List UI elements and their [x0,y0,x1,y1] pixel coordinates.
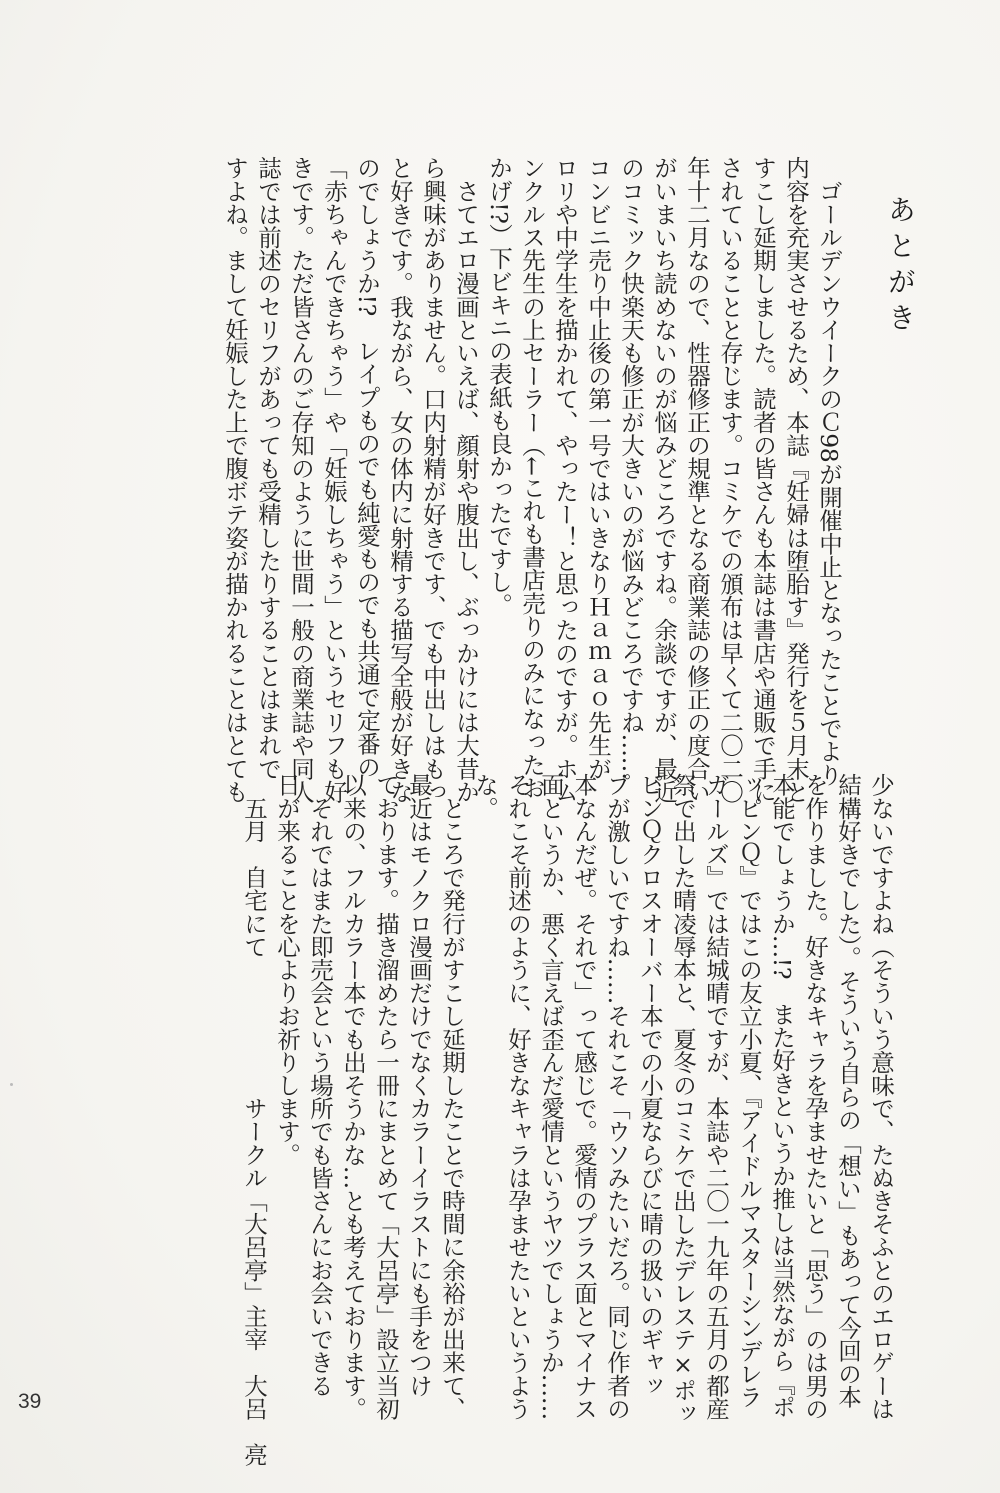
paper-speck [10,1083,13,1086]
page-number: 39 [18,1390,42,1413]
afterword-upper-text: ゴールデンウイークのＣ98が開催中止となったことでより 内容を充実させるため、本誌『妊婦は堕胎す』発行を５月末と すこし延期しました。読者の皆さんも本誌は書店や通販で手に されていることと存じます。コミケでの頒布は早くて二〇二〇 年十二月なので、性器修正の規準となる商業誌の修正の度合い がいまいち読めないのが悩みどころですね。余談ですが、最近 のコミック快楽天も修正が大きいのが悩みどころですね…… コンビニ売り中止後の第一号ではいきなりＨａｍａｏ先生が ロリや中学生を描かれて、やったー！と思ったのですが。ホム ンクルス先生の上セーラー（←これも書店売りのみになったお かげ!?）下ビキニの表紙も良かったですし。 さてエロ漫画といえば、顔射や腹出し、ぶっかけには大昔か ら興味がありません。口内射精が好きです、でも中出しはもっ と好きです。我ながら、女の体内に射精する描写全般が好きな のでしょうか!? レイプものでも純愛ものでも共通で定番の 「赤ちゃんできちゃう」や「妊娠しちゃう」というセリフも好 きです。ただ皆さんのご存知のように世間一般の商業誌や同人 誌では前述のセリフがあっても受精したりすることはまれで すよね。まして妊娠した上で腹ボテ姿が描かれることはとても [221,156,843,803]
afterword-heading: あとがき [884,195,917,339]
afterword-lower-text: 少ないですよね（そういう意味で、たぬきそふとのエロゲーは 結構好きでした）。そういう自らの「想い」もあって今回の本 を作りました。好きなキャラを孕ませたいと「思う」のは男の 本能でしょうか…!? また好きというか推しは当然ながら『ポ ッピンＱ』ではこの友立小夏、『アイドルマスターシンデレラ ガールズ』では結城晴ですが、本誌や二〇一九年の五月の都産 祭で出した晴凌辱本と、夏冬のコミケで出したデレステ×ポッ ピンＱクロスオーバー本での小夏ならびに晴の扱いのギャッ プが激しいですね……それこそ「ウソみたいだろ。同じ作者の 本なんだぜ。それで」って感じで。愛情のプラス面とマイナス 面というか、悪く言えば歪んだ愛情というヤツでしょうか…… それこそ前述のように、好きなキャラは孕ませたいというよう な。 ところで発行がすこし延期したことで時間に余裕が出来て、 最近はモノクロ漫画だけでなくカラーイラストにも手をつけ ております。描き溜めたら一冊にまとめて「大呂亭」設立当初 以来の、フルカラー本でも出そうかな…とも考えております。 それではまた即売会という場所でも皆さんにお会いできる 日が来ることを心よりお祈りします。 五月 自宅にて サークル「大呂亭」主宰 大呂 亮 [240,773,895,1467]
